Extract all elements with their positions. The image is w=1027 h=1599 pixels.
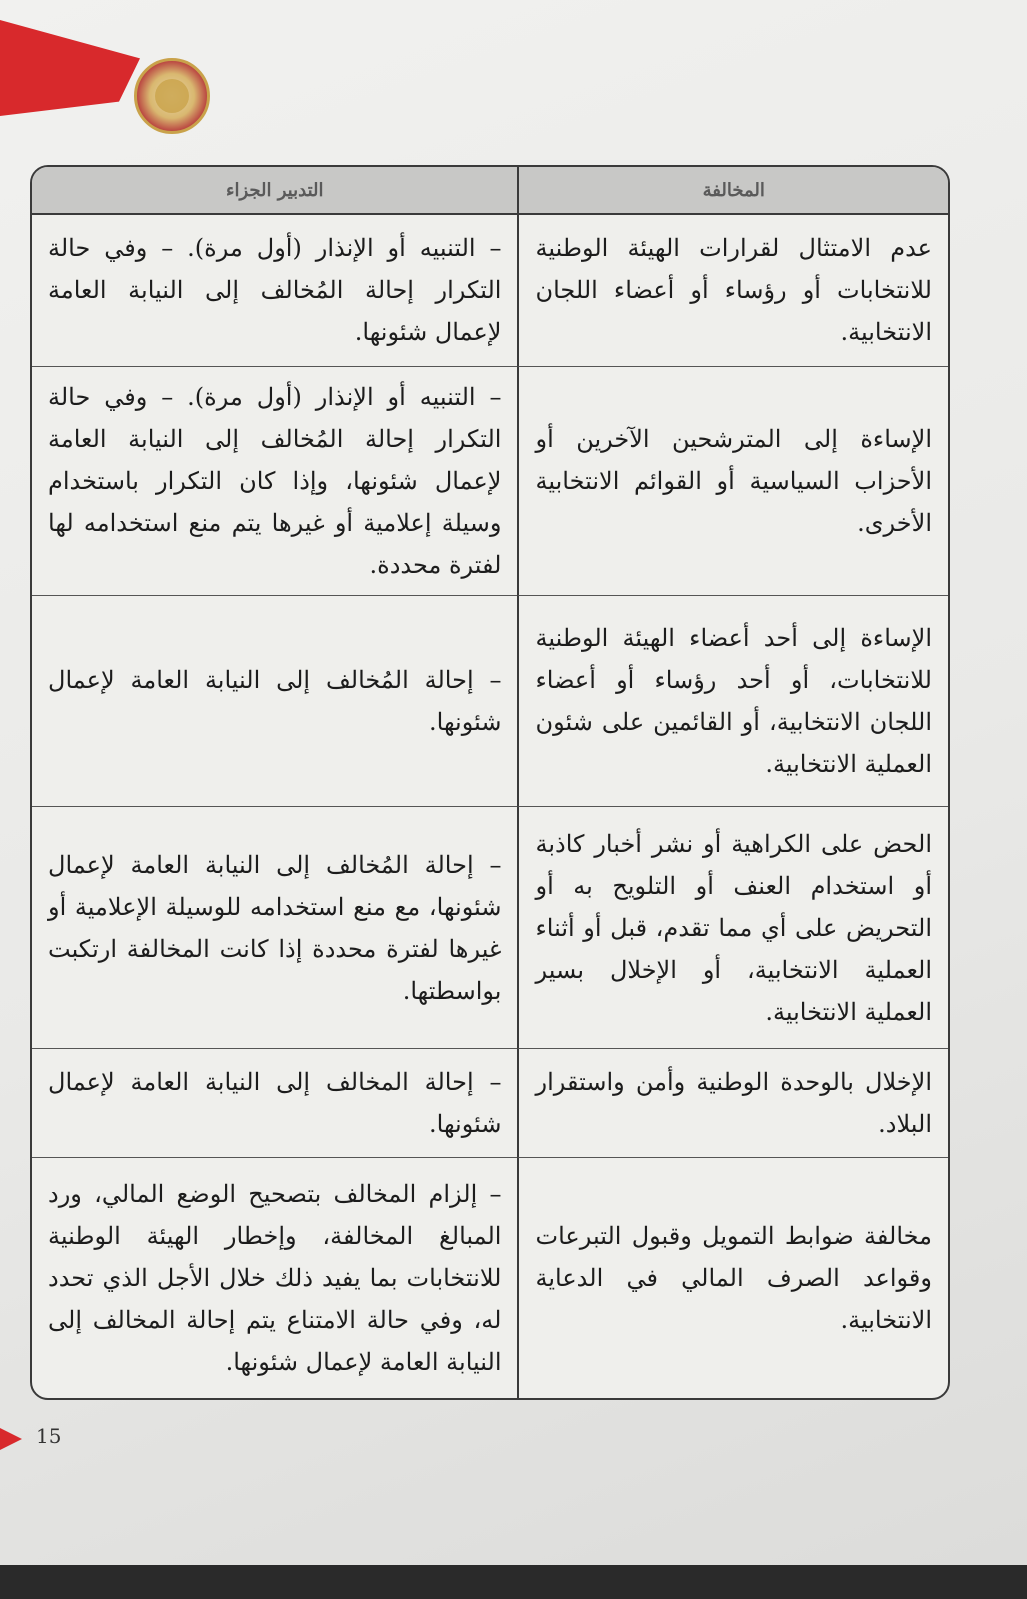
header-violation: المخالفة	[517, 167, 948, 215]
page-number: 15	[36, 1424, 62, 1448]
violation-cell: الإساءة إلى أحد أعضاء الهيئة الوطنية للانتخابات، أو أحد رؤساء أو أعضاء اللجان الانتخابية، أو القائمين على شئون العملية الانتخابية.	[517, 595, 948, 806]
emblem-eagle-icon	[155, 79, 189, 113]
violation-cell: مخالفة ضوابط التمويل وقبول التبرعات وقواعد الصرف المالي في الدعاية الانتخابية.	[517, 1157, 948, 1398]
violation-cell: عدم الامتثال لقرارات الهيئة الوطنية للانتخابات أو رؤساء أو أعضاء اللجان الانتخابية.	[517, 215, 948, 366]
header-penalty: التدبير الجزاء	[32, 167, 517, 215]
violation-cell: الحض على الكراهية أو نشر أخبار كاذبة أو استخدام العنف أو التلويح به أو التحريض على أي مما تقدم، قبل أو أثناء العملية الانتخابية، أو الإخلال بسير العملية الانتخابية.	[517, 806, 948, 1047]
violation-cell: الإساءة إلى المترشحين الآخرين أو الأحزاب السياسية أو القوائم الانتخابية الأخرى.	[517, 366, 948, 595]
violation-cell: الإخلال بالوحدة الوطنية وأمن واستقرار البلاد.	[517, 1048, 948, 1157]
penalty-cell: – إلزام المخالف بتصحيح الوضع المالي، ورد المبالغ المخالفة، وإخطار الهيئة الوطنية للانتخابات بما يفيد ذلك خلال الأجل الذي تحدد له، وفي حالة الامتناع يتم إحالة المخالف إلى النيابة العامة لإعمال شئونها.	[32, 1157, 517, 1398]
penalty-cell: – إحالة المُخالف إلى النيابة العامة لإعمال شئونها.	[32, 595, 517, 806]
table-row	[32, 1048, 948, 1157]
table-row	[32, 215, 948, 366]
red-ribbon-bookmark	[0, 20, 140, 116]
table-row	[32, 1157, 948, 1398]
table-header-row	[32, 167, 948, 215]
penalty-cell: – التنبيه أو الإنذار (أول مرة). – وفي حالة التكرار إحالة المُخالف إلى النيابة العامة لإعمال شئونها، وإذا كان التكرار باستخدام وسيلة إعلامية أو غيرها يتم منع استخدامه لها لفترة محددة.	[32, 366, 517, 595]
penalty-cell: – إحالة المخالف إلى النيابة العامة لإعمال شئونها.	[32, 1048, 517, 1157]
penalty-cell: – إحالة المُخالف إلى النيابة العامة لإعمال شئونها، مع منع استخدامه للوسيلة الإعلامية أو غيرها لفترة محددة إذا كانت المخالفة ارتكبت بواسطتها.	[32, 806, 517, 1047]
table-row	[32, 595, 948, 806]
authority-emblem-logo	[134, 58, 210, 134]
violations-table-container	[30, 165, 950, 1400]
penalty-cell: – التنبيه أو الإنذار (أول مرة). – وفي حالة التكرار إحالة المُخالف إلى النيابة العامة لإعمال شئونها.	[48, 234, 502, 347]
table-row	[32, 366, 948, 595]
red-ribbon-marker	[0, 1428, 22, 1450]
violations-penalties-table	[30, 165, 950, 1400]
table-row	[32, 806, 948, 1047]
